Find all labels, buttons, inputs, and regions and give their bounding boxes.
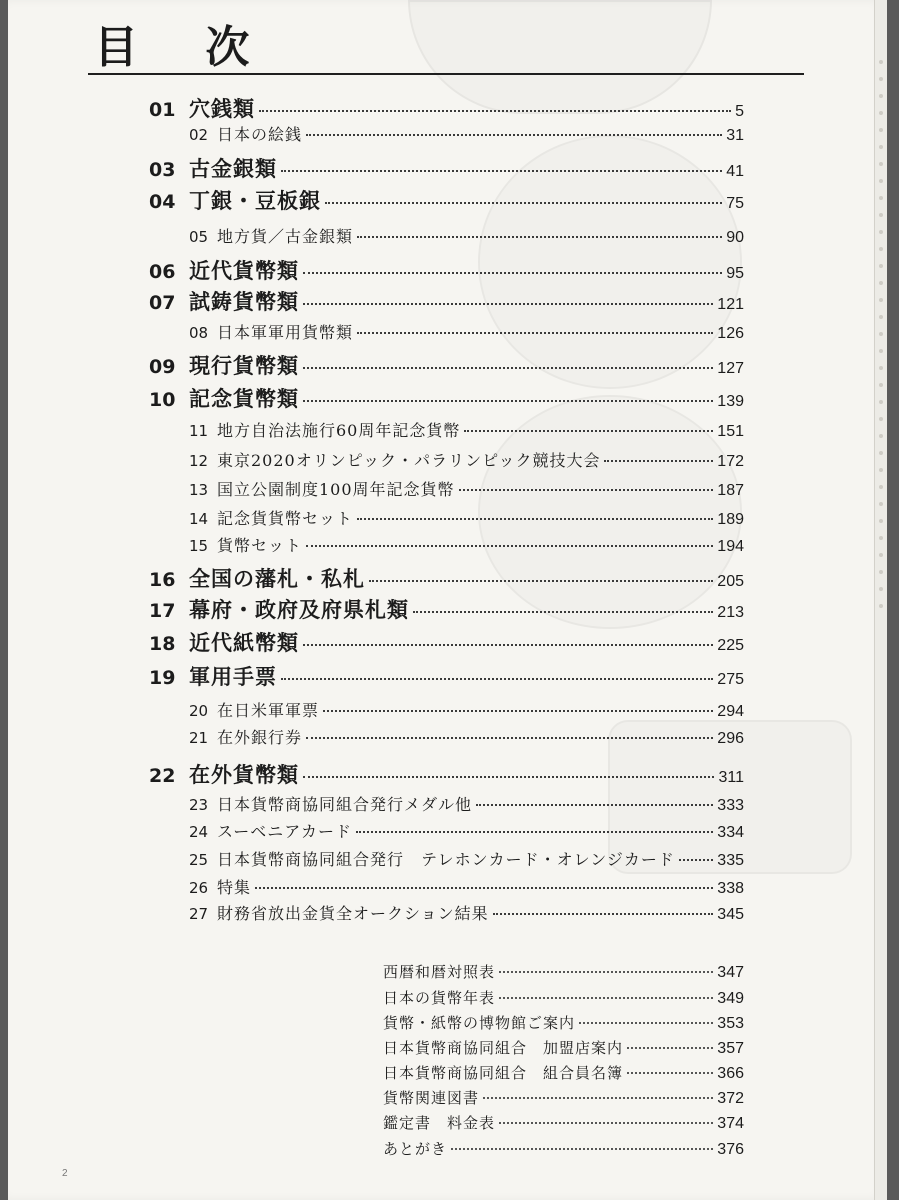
toc-entry-number: 10 (149, 389, 176, 411)
toc-entry-number: 15 (189, 537, 209, 555)
toc-entry-number: 09 (149, 356, 176, 378)
toc-entry-page: 374 (717, 1115, 744, 1132)
perforation-dot (879, 230, 883, 234)
toc-entry-number: 11 (189, 422, 209, 440)
dot-leader (255, 887, 713, 889)
toc-entry-page: 372 (717, 1090, 744, 1107)
toc-entry-page: 347 (717, 964, 744, 981)
toc-entry-page: 275 (717, 671, 744, 688)
toc-entry-number: 03 (149, 159, 176, 181)
toc-entry (149, 383, 744, 413)
perforation-dot (879, 162, 883, 166)
perforation-dot (879, 128, 883, 132)
toc-entry (149, 93, 744, 123)
dot-leader (325, 202, 722, 204)
toc-entry-page: 95 (726, 265, 744, 282)
toc-entry (149, 594, 744, 624)
toc-entry-title: スーベニアカード (217, 822, 353, 841)
dot-leader (306, 134, 722, 136)
toc-entry-page: 151 (717, 423, 744, 440)
dot-leader (303, 272, 722, 274)
dot-leader (627, 1072, 713, 1074)
toc-entry-number: 05 (189, 228, 209, 246)
dot-leader (303, 644, 713, 646)
toc-entry (149, 185, 744, 215)
toc-entry-page: 194 (717, 538, 744, 555)
perforation-dot (879, 77, 883, 81)
toc-entry-number: 23 (189, 796, 209, 814)
toc-entry-page: 189 (717, 511, 744, 528)
toc-entry-page: 90 (726, 229, 744, 246)
toc-entry-title: 日本貨幣商協同組合 組合員名簿 (383, 1065, 624, 1082)
toc-entry-page: 31 (726, 127, 744, 144)
perforation-dot (879, 519, 883, 523)
toc-entry-title: 財務省放出金貨全オークション結果 (217, 904, 489, 923)
toc-entry (189, 224, 744, 254)
toc-entry-title: 地方自治法施行60周年記念貨幣 (217, 421, 461, 440)
toc-entry-number: 08 (189, 324, 209, 342)
toc-entry-number: 13 (189, 481, 209, 499)
toc-entry-number: 21 (189, 729, 209, 747)
perforation-dot (879, 298, 883, 302)
page-title: 目 次 (94, 22, 276, 73)
toc-entry-title: 日本軍軍用貨幣類 (217, 323, 354, 342)
perforation-dot (879, 94, 883, 98)
dot-leader (499, 997, 713, 999)
perforation-dot (879, 417, 883, 421)
toc-entry (189, 122, 744, 152)
dot-leader (579, 1022, 713, 1024)
toc-entry-page: 172 (717, 453, 744, 470)
dot-leader (306, 545, 713, 547)
toc-entry-title: 日本貨幣商協同組合発行メダル他 (217, 795, 473, 814)
toc-entry-title: 日本貨幣商協同組合発行 テレホンカード・オレンジカード (217, 850, 675, 869)
toc-entry-title: 在外貨幣類 (189, 762, 299, 787)
dot-leader (459, 489, 714, 491)
toc-entry (189, 418, 744, 448)
toc-entry-page: 127 (717, 360, 744, 377)
dot-leader (303, 367, 713, 369)
perforation-dot (879, 434, 883, 438)
perforation-dot (879, 502, 883, 506)
title-underline (88, 73, 804, 75)
toc-entry-number: 16 (149, 569, 176, 591)
dot-leader (281, 678, 713, 680)
toc-entry (189, 698, 744, 728)
toc-entry-page: 75 (726, 195, 744, 212)
toc-entry (149, 350, 744, 380)
toc-entry-page: 349 (717, 990, 744, 1007)
perforation-dot (879, 383, 883, 387)
dot-leader (306, 737, 713, 739)
toc-entry (189, 819, 744, 849)
toc-entry (189, 320, 744, 350)
toc-entry-number: 14 (189, 510, 209, 528)
toc-entry-page: 205 (717, 573, 744, 590)
dot-leader (369, 580, 713, 582)
perforation-dot (879, 213, 883, 217)
toc-entry (383, 1138, 744, 1168)
toc-entry-title: 貨幣・紙幣の博物館ご案内 (383, 1015, 576, 1032)
dot-leader (356, 831, 713, 833)
dot-leader (259, 110, 731, 112)
toc-entry (149, 759, 744, 789)
toc-entry-title: 特集 (217, 878, 252, 897)
toc-entry-title: 東京2020オリンピック・パラリンピック競技大会 (217, 451, 601, 470)
toc-entry-page: 345 (717, 906, 744, 923)
toc-entry-title: 日本貨幣商協同組合 加盟店案内 (383, 1040, 624, 1057)
toc-entry-page: 311 (718, 769, 744, 786)
toc-entry-page: 366 (717, 1065, 744, 1082)
toc-entry-title: 西暦和暦対照表 (383, 964, 496, 981)
toc-entry (149, 563, 744, 593)
toc-entry-page: 296 (717, 730, 744, 747)
toc-entry-title: 軍用手票 (189, 664, 277, 689)
toc-entry (189, 847, 744, 877)
toc-entry-title: 鑑定書 料金表 (383, 1115, 496, 1132)
toc-entry-title: 貨幣関連図書 (383, 1090, 480, 1107)
dot-leader (464, 430, 713, 432)
toc-entry-page: 357 (717, 1040, 744, 1057)
perforation-dot (879, 366, 883, 370)
perforation-dot (879, 400, 883, 404)
toc-entry-page: 333 (717, 797, 744, 814)
toc-entry-title: 古金銀類 (189, 156, 277, 181)
toc-entry-page: 294 (717, 703, 744, 720)
toc-entry-page: 353 (717, 1015, 744, 1032)
perforation-dot (879, 111, 883, 115)
toc-entry (149, 255, 744, 285)
toc-entry-page: 5 (735, 103, 744, 120)
perforation-dot (879, 145, 883, 149)
toc-entry-title: 全国の藩札・私札 (189, 566, 365, 591)
toc-entry-page: 225 (717, 637, 744, 654)
toc-entry-title: 丁銀・豆板銀 (189, 188, 321, 213)
toc-entry-number: 06 (149, 261, 176, 283)
toc-entry-title: 近代貨幣類 (189, 258, 299, 283)
toc-entry (149, 661, 744, 691)
perforation-dot (879, 332, 883, 336)
perforation-dot (879, 604, 883, 608)
toc-entry-number: 07 (149, 292, 176, 314)
dot-leader (451, 1148, 713, 1150)
toc-entry-number: 19 (149, 667, 176, 689)
perforation-dot (879, 60, 883, 64)
toc-entry-number: 27 (189, 905, 209, 923)
perforation-dot (879, 468, 883, 472)
toc-entry-title: 幕府・政府及府県札類 (189, 597, 409, 622)
perforation-dot (879, 536, 883, 540)
toc-entry-number: 04 (149, 191, 176, 213)
toc-entry-number: 25 (189, 851, 209, 869)
dot-leader (303, 776, 714, 778)
toc-entry-page: 187 (717, 482, 744, 499)
toc-entry-page: 41 (726, 163, 744, 180)
dot-leader (604, 460, 713, 462)
toc-entry-page: 213 (717, 604, 744, 621)
perforation-dot (879, 264, 883, 268)
toc-entry-title: 試鋳貨幣類 (189, 289, 299, 314)
dot-leader (483, 1097, 713, 1099)
folio: 2 (62, 1168, 68, 1179)
perforation-dot (879, 281, 883, 285)
toc-entry (189, 901, 744, 931)
dot-leader (303, 400, 713, 402)
dot-leader (476, 804, 713, 806)
toc-entry-title: 記念貨貨幣セット (217, 509, 354, 528)
dot-leader (627, 1047, 713, 1049)
perforation-dot (879, 349, 883, 353)
toc-entry-number: 26 (189, 879, 209, 897)
toc-entry-page: 335 (717, 852, 744, 869)
dot-leader (357, 518, 713, 520)
dot-leader (357, 236, 722, 238)
toc-entry-title: 貨幣セット (217, 536, 303, 555)
toc-entry-title: 記念貨幣類 (189, 386, 299, 411)
toc-entry-title: あとがき (383, 1141, 448, 1158)
dot-leader (493, 913, 714, 915)
dot-leader (679, 859, 713, 861)
dot-leader (323, 710, 713, 712)
perforation-dot (879, 587, 883, 591)
toc-entry-title: 日本の絵銭 (217, 125, 303, 144)
toc-entry-title: 近代紙幣類 (189, 630, 299, 655)
toc-entry-page: 126 (717, 325, 744, 342)
toc-entry-page: 139 (717, 393, 744, 410)
toc-entry-number: 02 (189, 126, 209, 144)
dot-leader (499, 971, 713, 973)
toc-entry-number: 24 (189, 823, 209, 841)
perforation-dot (879, 315, 883, 319)
perforation-dot (879, 179, 883, 183)
perforation-dot (879, 196, 883, 200)
perforation-dot (879, 247, 883, 251)
toc-entry (189, 448, 744, 478)
toc-entry-number: 17 (149, 600, 176, 622)
toc-entry-title: 穴銭類 (189, 96, 255, 121)
toc-entry-title: 在日米軍軍票 (217, 701, 320, 720)
toc-entry-page: 338 (717, 880, 744, 897)
dot-leader (499, 1122, 713, 1124)
toc-entry (189, 725, 744, 755)
toc-entry (149, 627, 744, 657)
toc-entry-number: 12 (189, 452, 209, 470)
toc-entry-title: 在外銀行券 (217, 728, 303, 747)
perforation-dot (879, 451, 883, 455)
toc-entry-title: 日本の貨幣年表 (383, 990, 496, 1007)
toc-entry (189, 506, 744, 536)
toc-entry-number: 20 (189, 702, 209, 720)
toc-entry-page: 121 (717, 296, 744, 313)
toc-entry-title: 地方貨／古金銀類 (217, 227, 354, 246)
toc-entry-number: 22 (149, 765, 176, 787)
toc-entry (149, 153, 744, 183)
toc-entry (149, 286, 744, 316)
toc-entry (189, 477, 744, 507)
toc-entry-page: 334 (717, 824, 744, 841)
toc-entry-page: 376 (717, 1141, 744, 1158)
perforation-dot (879, 553, 883, 557)
toc-entry-title: 現行貨幣類 (189, 353, 299, 378)
dot-leader (413, 611, 713, 613)
perforation-dot (879, 485, 883, 489)
toc-entry-number: 01 (149, 99, 176, 121)
toc-entry-number: 18 (149, 633, 176, 655)
toc-entry-title: 国立公園制度100周年記念貨幣 (217, 480, 455, 499)
dot-leader (303, 303, 713, 305)
toc-entry (189, 533, 744, 563)
dot-leader (357, 332, 713, 334)
perforation-dot (879, 570, 883, 574)
dot-leader (281, 170, 722, 172)
toc-entry (189, 792, 744, 822)
